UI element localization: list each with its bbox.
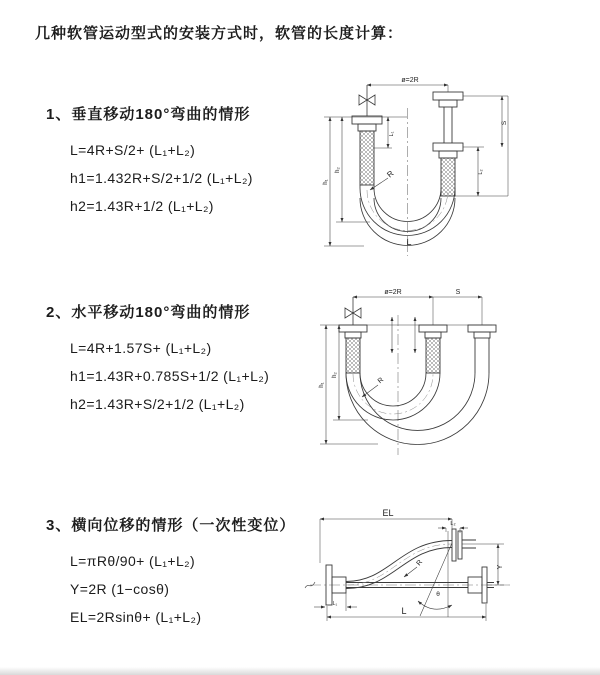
dim-label-h1: h₁ [319, 382, 325, 388]
left-fitting [352, 116, 382, 185]
formula-h1: h1=1.432R+S/2+1/2 (L₁+L₂) [70, 170, 253, 186]
hose-braid [426, 338, 440, 373]
dim-y [487, 544, 504, 585]
formula-L: L=πRθ/90+ (L₁+L₂) [70, 553, 196, 569]
formula-Y: Y=2R (1−cosθ) [70, 581, 170, 597]
dim-label-h1: h₁ [323, 179, 329, 185]
dim-top-width [353, 297, 482, 325]
diagram-vertical-180-bend [312, 70, 592, 265]
dim-label-h2: h₂ [332, 372, 338, 378]
formula-EL: EL=2Rsinθ+ (L₁+L₂) [70, 609, 202, 625]
right-fitting [433, 92, 463, 196]
valve-icon [359, 85, 375, 116]
middle-fitting [419, 325, 447, 373]
section-2-formulas [70, 334, 269, 418]
diagram-lateral-displacement [300, 503, 600, 648]
section-3-heading: 3、横向位移的情形（一次性变位） [46, 517, 296, 534]
u-bend-hose [346, 373, 489, 445]
length-label: L [406, 237, 412, 247]
diagram-horizontal-180-bend [312, 283, 600, 468]
dim-label-el: EL [382, 508, 394, 518]
radius-leader [404, 567, 417, 577]
radius-label: R [376, 376, 386, 386]
s-curve-hose [346, 541, 452, 589]
formula-h2: h2=1.43R+S/2+1/2 (L₁+L₂) [70, 396, 245, 412]
length-label: L [401, 606, 407, 616]
page-bottom-edge [0, 667, 600, 675]
hose-braid [360, 131, 374, 185]
section-1 [46, 103, 253, 220]
formula-h1: h1=1.43R+0.785S+1/2 (L₁+L₂) [70, 368, 270, 384]
valve-icon [345, 297, 361, 325]
section-2 [46, 301, 269, 418]
angle-label: θ [436, 591, 440, 598]
page-title: 几种软管运动型式的安装方式时，软管的长度计算： [35, 25, 404, 42]
dim-label-h2: h₂ [335, 167, 341, 173]
hose-braid [346, 338, 360, 373]
radius-label: R [385, 168, 396, 180]
right-fitting [468, 325, 496, 373]
dim-label-l2: L₂ [478, 169, 484, 175]
radius-leader [362, 385, 378, 397]
theta-construction [415, 531, 452, 617]
dim-label-s: S [501, 120, 508, 126]
section-1-formulas [70, 136, 253, 220]
section-3-formulas [70, 547, 295, 631]
formula-L: L=4R+S/2+ (L₁+L₂) [70, 142, 196, 158]
upper-flange [452, 529, 476, 561]
formula-h2: h2=1.43R+1/2 (L₁+L₂) [70, 198, 214, 214]
formula-L: L=4R+1.57S+ (L₁+L₂) [70, 340, 212, 356]
dim-label-s: S [455, 289, 461, 296]
dim-label-l1: L₁ [332, 601, 338, 607]
dim-top-width [367, 85, 448, 92]
dim-label-y: Y [497, 564, 504, 570]
dim-label-l1: L₁ [389, 131, 395, 137]
section-2-heading: 2、水平移动180°弯曲的情形 [46, 304, 251, 321]
dim-label-top-width: ø=2R [384, 289, 402, 296]
dim-el [320, 519, 452, 563]
dim-label-l2: L₂ [450, 521, 456, 527]
dim-h1 [324, 117, 364, 246]
section-1-heading: 1、垂直移动180°弯曲的情形 [46, 106, 251, 123]
radius-label: R [415, 558, 425, 568]
left-fitting [339, 325, 367, 373]
hose-braid [441, 158, 455, 196]
dim-label-top-width: ø=2R [401, 77, 419, 84]
section-3 [46, 514, 295, 631]
